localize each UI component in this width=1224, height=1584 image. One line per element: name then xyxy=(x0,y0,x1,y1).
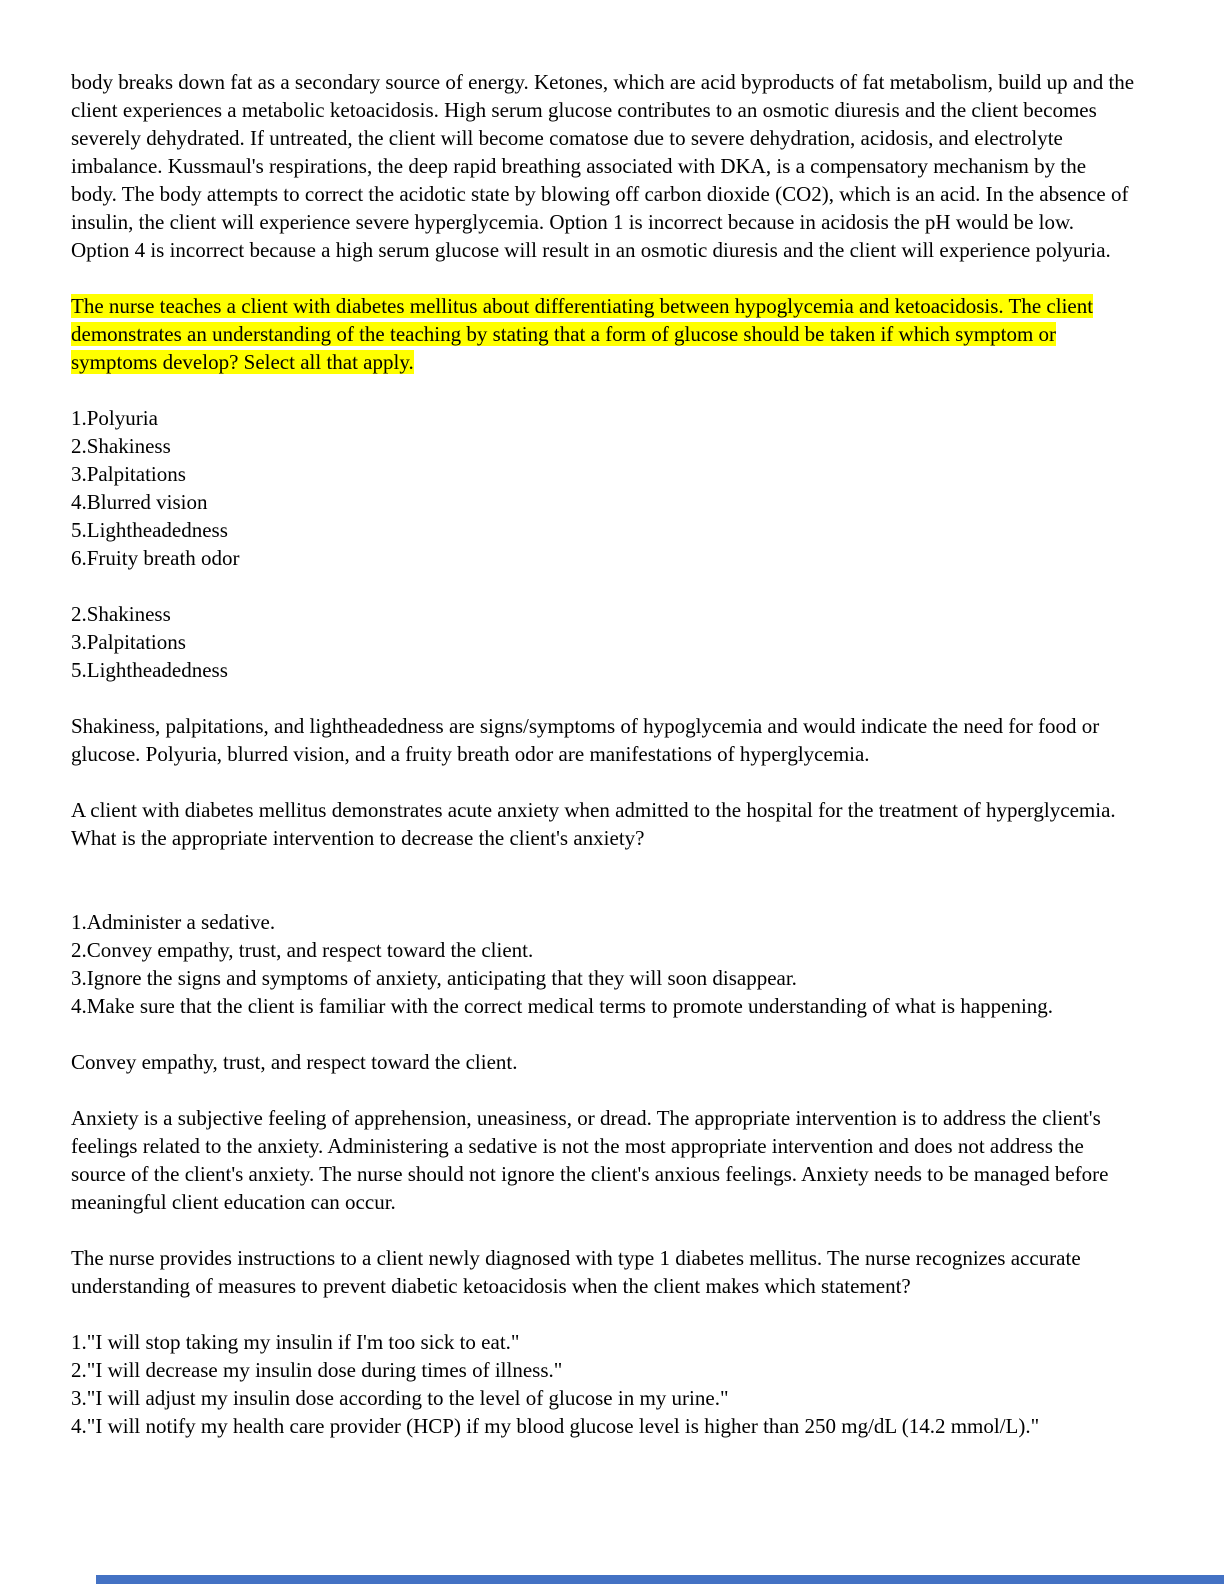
rationale-dka-paragraph xyxy=(71,68,1137,264)
bottom-highlight-bar xyxy=(96,1575,1224,1584)
list-item: 1."I will stop taking my insulin if I'm too sick to eat." xyxy=(71,1330,520,1354)
list-item: 4.Blurred vision xyxy=(71,490,208,514)
list-item: 1.Polyuria xyxy=(71,406,158,430)
document-content xyxy=(71,68,1137,1440)
anxiety-question-paragraph xyxy=(71,796,1137,852)
paragraph-text: Anxiety is a subjective feeling of apprehension, uneasiness, or dread. The appropriate intervention is to address the client's feelings related to the anxiety. Administering a sedative is not the most appropriate intervention and does not address the source of the client's anxiety. The nurse should not ignore the client's anxious feelings. Anxiety needs to be managed before meaningful client education can occur. xyxy=(71,1106,1109,1214)
paragraph-text: The nurse provides instructions to a client newly diagnosed with type 1 diabetes mellitus. The nurse recognizes accurate understanding of measures to prevent diabetic ketoacidosis when the client makes which statement? xyxy=(71,1246,1081,1298)
symptom-options-list xyxy=(71,404,1137,572)
list-item: 3."I will adjust my insulin dose according to the level of glucose in my urine." xyxy=(71,1386,729,1410)
list-item: 3.Palpitations xyxy=(71,630,186,654)
list-item: 3.Ignore the signs and symptoms of anxiety, anticipating that they will soon disappear. xyxy=(71,966,797,990)
list-item: 5.Lightheadedness xyxy=(71,658,228,682)
anxiety-options-list xyxy=(71,908,1137,1020)
paragraph-text: Convey empathy, trust, and respect toward the client. xyxy=(71,1050,518,1074)
paragraph-text: A client with diabetes mellitus demonstrates acute anxiety when admitted to the hospital for the treatment of hyperglycemia. What is the appropriate intervention to decrease the client's anxiety? xyxy=(71,798,1116,850)
highlighted-question-paragraph xyxy=(71,292,1137,376)
dka-prevention-options-list xyxy=(71,1328,1137,1440)
list-item: 3.Palpitations xyxy=(71,462,186,486)
paragraph-text: Shakiness, palpitations, and lightheadedness are signs/symptoms of hypoglycemia and would indicate the need for food or glucose. Polyuria, blurred vision, and a fruity breath odor are manifestations of hyperglycemia. xyxy=(71,714,1100,766)
list-item: 6.Fruity breath odor xyxy=(71,546,240,570)
hypoglycemia-rationale-paragraph xyxy=(71,712,1137,768)
list-item: 2.Shakiness xyxy=(71,602,171,626)
list-item: 2.Shakiness xyxy=(71,434,171,458)
list-item: 2."I will decrease my insulin dose during times of illness." xyxy=(71,1358,563,1382)
anxiety-rationale-paragraph xyxy=(71,1104,1137,1216)
symptom-answers-list xyxy=(71,600,1137,684)
list-item: 4.Make sure that the client is familiar with the correct medical terms to promote understanding of what is happening. xyxy=(71,994,1054,1018)
anxiety-answer-paragraph xyxy=(71,1048,1137,1076)
highlighted-text: The nurse teaches a client with diabetes mellitus about differentiating between hypoglycemia and ketoacidosis. The client demonstrates an understanding of the teaching by stating that a form of glucose should be taken if which symptom or symptoms develop? Select all that apply. xyxy=(71,294,1094,374)
list-item: 5.Lightheadedness xyxy=(71,518,228,542)
list-item: 1.Administer a sedative. xyxy=(71,910,276,934)
list-item: 2.Convey empathy, trust, and respect toward the client. xyxy=(71,938,534,962)
list-item: 4."I will notify my health care provider (HCP) if my blood glucose level is higher than 250 mg/dL (14.2 mmol/L)." xyxy=(71,1414,1040,1438)
dka-prevention-question-paragraph xyxy=(71,1244,1137,1300)
paragraph-text: body breaks down fat as a secondary source of energy. Ketones, which are acid byproducts of fat metabolism, build up and the client experiences a metabolic ketoacidosis. High serum glucose contributes to an osmotic diuresis and the client becomes severely dehydrated. If untreated, the client will become comatose due to severe dehydration, acidosis, and electrolyte imbalance. Kussmaul's respirations, the deep rapid breathing associated with DKA, is a compensatory mechanism by the body. The body attempts to correct the acidotic state by blowing off carbon dioxide (CO2), which is an acid. In the absence of insulin, the client will experience severe hyperglycemia. Option 1 is incorrect because in acidosis the pH would be low. Option 4 is incorrect because a high serum glucose will result in an osmotic diuresis and the client will experience polyuria. xyxy=(71,70,1135,262)
